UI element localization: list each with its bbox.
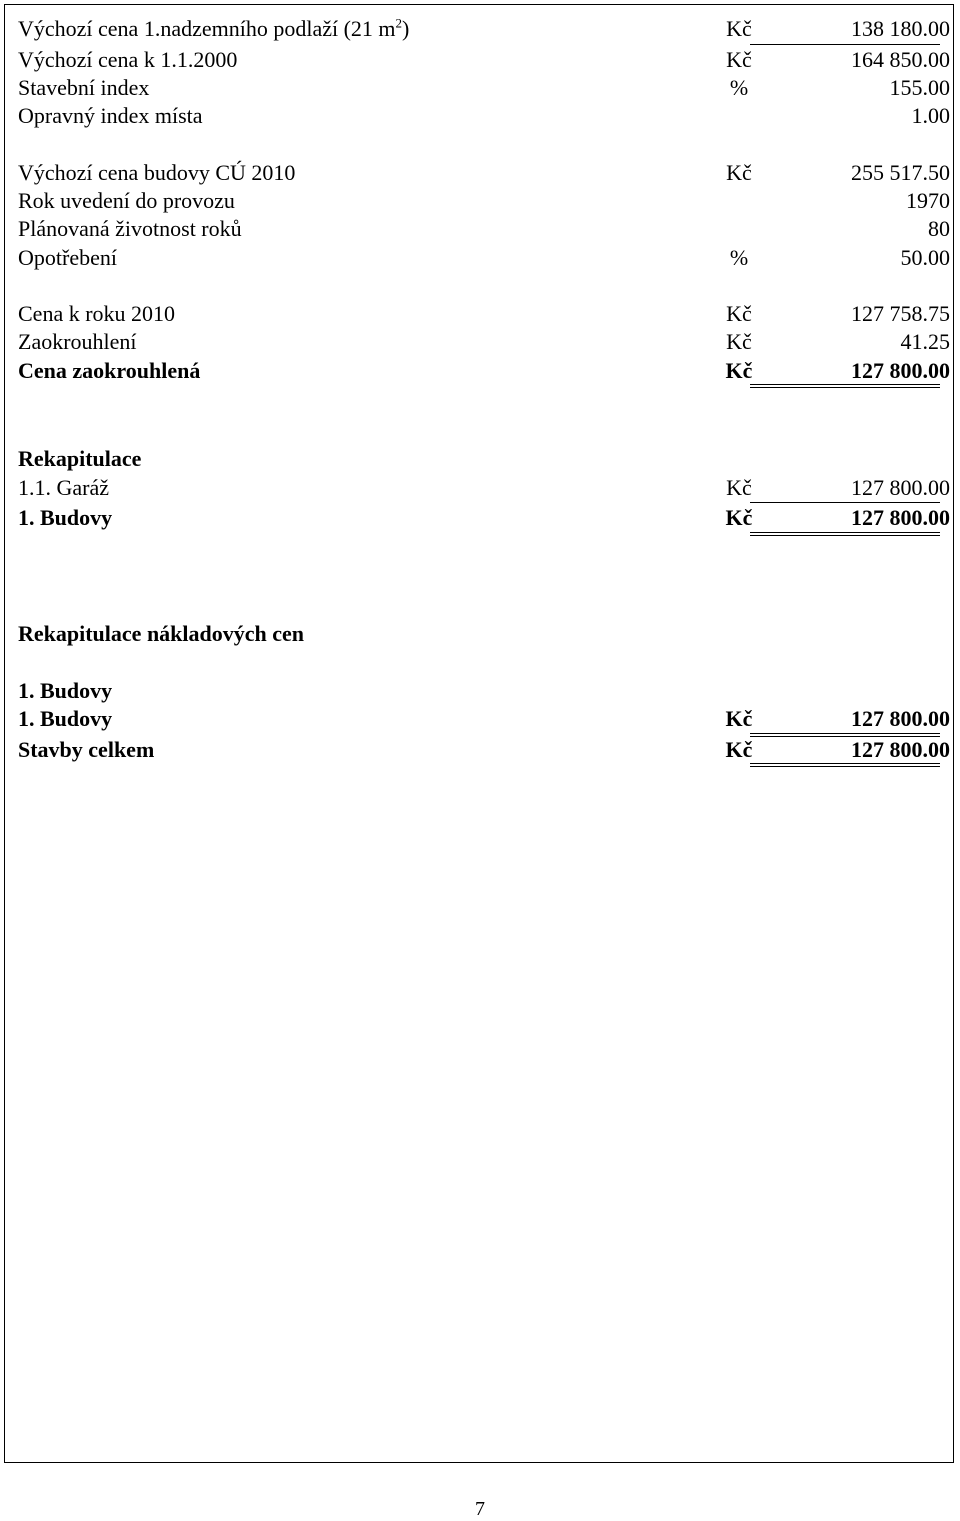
row-label: 1. Budovy [18,706,113,731]
row-unit: Kč [726,160,752,185]
row-unit: Kč [726,301,752,326]
row-amount: 1.00 [911,103,950,128]
row-amount: 155.00 [889,75,950,100]
row-unit: Kč [725,358,753,383]
row-depreciation [18,244,960,272]
row-label: Plánovaná životnost roků [18,216,242,241]
row-unit: Kč [726,329,752,354]
row-amount: 127 800.00 [851,737,950,762]
row-unit: % [729,75,749,100]
row-unit: Kč [725,706,753,731]
row-base-price-floor [18,15,960,43]
row-unit: Kč [725,737,753,762]
page-number: 7 [475,1498,485,1520]
row-cost-buildings [18,705,960,733]
row-amount: 127 800.00 [851,358,950,383]
underline [750,44,940,45]
row-amount: 127 758.75 [851,301,950,326]
row-amount: 127 800.00 [851,505,950,530]
row-price-2010 [18,300,960,328]
row-amount: 164 850.00 [851,47,950,72]
double-underline [750,532,940,536]
row-label: Rok uvedení do provozu [18,188,235,213]
underline [750,502,940,503]
row-label: Opravný index místa [18,103,203,128]
cost-recap-heading: Rekapitulace nákladových cen [18,621,305,646]
row-unit: Kč [726,47,752,72]
row-year-commissioned [18,187,960,215]
row-amount: 1970 [906,188,950,213]
row-amount: 50.00 [900,245,950,270]
row-label: Stavební index [18,75,150,100]
row-label: 1. Budovy [18,505,113,530]
cost-recap-subheading: 1. Budovy [18,678,113,703]
row-unit: Kč [725,505,753,530]
row-label: Výchozí cena budovy CÚ 2010 [18,160,296,185]
row-label: Výchozí cena k 1.1.2000 [18,47,238,72]
row-label: 1.1. Garáž [18,475,110,500]
row-amount: 80 [928,216,950,241]
row-label: Zaokrouhlení [18,329,137,354]
row-label: Cena zaokrouhlená [18,358,201,383]
row-structures-total [18,736,960,764]
row-base-price-2000 [18,46,960,74]
row-unit: Kč [726,16,752,41]
row-amount: 127 800.00 [851,706,950,731]
row-rounding [18,328,960,356]
row-amount: 41.25 [900,329,950,354]
double-underline [750,763,940,767]
double-underline [750,384,940,388]
row-amount: 127 800.00 [851,475,950,500]
row-building-base-price [18,159,960,187]
row-label [18,15,409,43]
row-amount: 138 180.00 [851,16,950,41]
row-location-index [18,102,960,130]
row-rounded-price [18,357,960,385]
row-label: Cena k roku 2010 [18,301,176,326]
row-label: Opotřebení [18,245,117,270]
row-planned-lifetime [18,215,960,243]
recap-heading: Rekapitulace [18,446,142,471]
row-unit: % [729,245,749,270]
row-recap-buildings [18,504,960,532]
label-text: Výchozí cena 1.nadzemního podlaží (21 m [18,16,396,41]
row-amount: 255 517.50 [851,160,950,185]
row-unit: Kč [726,475,752,500]
row-recap-garage [18,474,960,502]
row-label: Stavby celkem [18,737,155,762]
superscript: 2 [395,15,403,31]
row-construction-index [18,74,960,102]
label-text-end: ) [402,16,410,41]
